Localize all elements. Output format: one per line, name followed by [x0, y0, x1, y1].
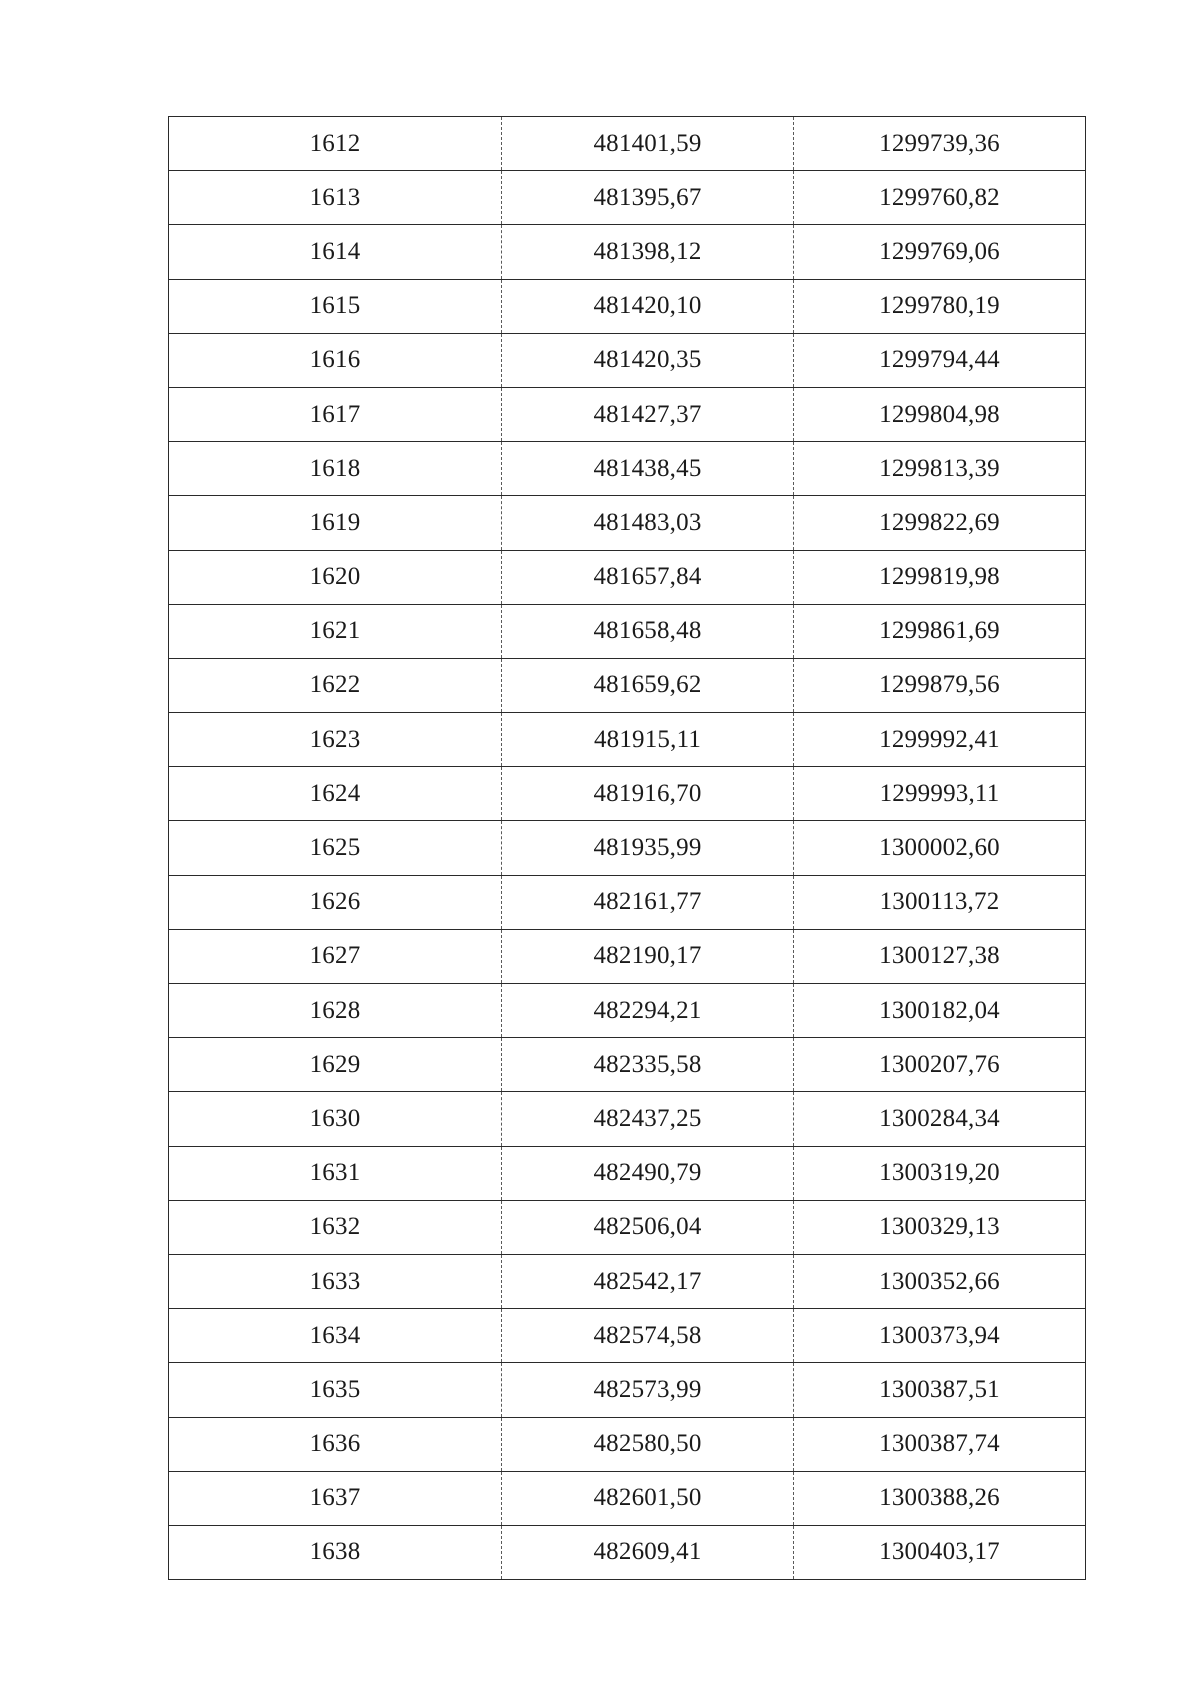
table-row	[169, 442, 1086, 496]
point-number-cell: 1622	[169, 658, 502, 712]
point-number-cell: 1624	[169, 767, 502, 821]
x-coordinate-cell: 481395,67	[502, 171, 794, 225]
table-row	[169, 984, 1086, 1038]
table-row	[169, 1038, 1086, 1092]
table-row	[169, 767, 1086, 821]
point-number-cell: 1632	[169, 1200, 502, 1254]
table-row	[169, 1471, 1086, 1525]
x-coordinate-cell: 481935,99	[502, 821, 794, 875]
point-number-cell: 1636	[169, 1417, 502, 1471]
point-number-cell: 1621	[169, 604, 502, 658]
y-coordinate-cell: 1300002,60	[794, 821, 1086, 875]
x-coordinate-cell: 481483,03	[502, 496, 794, 550]
table-row	[169, 1363, 1086, 1417]
point-number-cell: 1618	[169, 442, 502, 496]
table-row	[169, 1309, 1086, 1363]
x-coordinate-cell: 481915,11	[502, 713, 794, 767]
table-row	[169, 713, 1086, 767]
y-coordinate-cell: 1299794,44	[794, 333, 1086, 387]
point-number-cell: 1625	[169, 821, 502, 875]
x-coordinate-cell: 481657,84	[502, 550, 794, 604]
x-coordinate-cell: 482294,21	[502, 984, 794, 1038]
x-coordinate-cell: 482580,50	[502, 1417, 794, 1471]
coordinates-table	[168, 116, 1086, 1580]
y-coordinate-cell: 1299993,11	[794, 767, 1086, 821]
table-row	[169, 1092, 1086, 1146]
y-coordinate-cell: 1299760,82	[794, 171, 1086, 225]
point-number-cell: 1615	[169, 279, 502, 333]
point-number-cell: 1616	[169, 333, 502, 387]
point-number-cell: 1629	[169, 1038, 502, 1092]
x-coordinate-cell: 481659,62	[502, 658, 794, 712]
x-coordinate-cell: 482437,25	[502, 1092, 794, 1146]
table-row	[169, 387, 1086, 441]
point-number-cell: 1635	[169, 1363, 502, 1417]
coordinates-table-body	[169, 117, 1086, 1580]
x-coordinate-cell: 481438,45	[502, 442, 794, 496]
y-coordinate-cell: 1300387,51	[794, 1363, 1086, 1417]
point-number-cell: 1628	[169, 984, 502, 1038]
table-row	[169, 550, 1086, 604]
point-number-cell: 1637	[169, 1471, 502, 1525]
table-row	[169, 875, 1086, 929]
x-coordinate-cell: 482609,41	[502, 1525, 794, 1579]
point-number-cell: 1612	[169, 117, 502, 171]
y-coordinate-cell: 1299739,36	[794, 117, 1086, 171]
y-coordinate-cell: 1299992,41	[794, 713, 1086, 767]
y-coordinate-cell: 1299879,56	[794, 658, 1086, 712]
y-coordinate-cell: 1300387,74	[794, 1417, 1086, 1471]
y-coordinate-cell: 1300388,26	[794, 1471, 1086, 1525]
x-coordinate-cell: 482161,77	[502, 875, 794, 929]
y-coordinate-cell: 1299819,98	[794, 550, 1086, 604]
table-row	[169, 1200, 1086, 1254]
y-coordinate-cell: 1300403,17	[794, 1525, 1086, 1579]
y-coordinate-cell: 1300207,76	[794, 1038, 1086, 1092]
table-row	[169, 1254, 1086, 1308]
x-coordinate-cell: 481420,10	[502, 279, 794, 333]
x-coordinate-cell: 481916,70	[502, 767, 794, 821]
point-number-cell: 1619	[169, 496, 502, 550]
point-number-cell: 1617	[169, 387, 502, 441]
table-row	[169, 279, 1086, 333]
y-coordinate-cell: 1300352,66	[794, 1254, 1086, 1308]
x-coordinate-cell: 481427,37	[502, 387, 794, 441]
point-number-cell: 1633	[169, 1254, 502, 1308]
y-coordinate-cell: 1300182,04	[794, 984, 1086, 1038]
point-number-cell: 1614	[169, 225, 502, 279]
y-coordinate-cell: 1300127,38	[794, 929, 1086, 983]
x-coordinate-cell: 482573,99	[502, 1363, 794, 1417]
table-row	[169, 821, 1086, 875]
y-coordinate-cell: 1300373,94	[794, 1309, 1086, 1363]
y-coordinate-cell: 1300284,34	[794, 1092, 1086, 1146]
point-number-cell: 1634	[169, 1309, 502, 1363]
table-row	[169, 225, 1086, 279]
table-row	[169, 171, 1086, 225]
table-row	[169, 929, 1086, 983]
table-row	[169, 1525, 1086, 1579]
y-coordinate-cell: 1299780,19	[794, 279, 1086, 333]
y-coordinate-cell: 1299861,69	[794, 604, 1086, 658]
table-row	[169, 117, 1086, 171]
x-coordinate-cell: 481398,12	[502, 225, 794, 279]
point-number-cell: 1613	[169, 171, 502, 225]
point-number-cell: 1627	[169, 929, 502, 983]
y-coordinate-cell: 1300329,13	[794, 1200, 1086, 1254]
point-number-cell: 1631	[169, 1146, 502, 1200]
y-coordinate-cell: 1299813,39	[794, 442, 1086, 496]
point-number-cell: 1626	[169, 875, 502, 929]
x-coordinate-cell: 482335,58	[502, 1038, 794, 1092]
x-coordinate-cell: 482574,58	[502, 1309, 794, 1363]
y-coordinate-cell: 1300113,72	[794, 875, 1086, 929]
y-coordinate-cell: 1299769,06	[794, 225, 1086, 279]
table-row	[169, 658, 1086, 712]
point-number-cell: 1620	[169, 550, 502, 604]
x-coordinate-cell: 481401,59	[502, 117, 794, 171]
y-coordinate-cell: 1300319,20	[794, 1146, 1086, 1200]
x-coordinate-cell: 482490,79	[502, 1146, 794, 1200]
point-number-cell: 1623	[169, 713, 502, 767]
y-coordinate-cell: 1299822,69	[794, 496, 1086, 550]
x-coordinate-cell: 482542,17	[502, 1254, 794, 1308]
x-coordinate-cell: 482601,50	[502, 1471, 794, 1525]
table-row	[169, 604, 1086, 658]
table-row	[169, 496, 1086, 550]
x-coordinate-cell: 481658,48	[502, 604, 794, 658]
x-coordinate-cell: 481420,35	[502, 333, 794, 387]
x-coordinate-cell: 482190,17	[502, 929, 794, 983]
table-row	[169, 1417, 1086, 1471]
point-number-cell: 1638	[169, 1525, 502, 1579]
table-row	[169, 1146, 1086, 1200]
x-coordinate-cell: 482506,04	[502, 1200, 794, 1254]
point-number-cell: 1630	[169, 1092, 502, 1146]
y-coordinate-cell: 1299804,98	[794, 387, 1086, 441]
table-row	[169, 333, 1086, 387]
